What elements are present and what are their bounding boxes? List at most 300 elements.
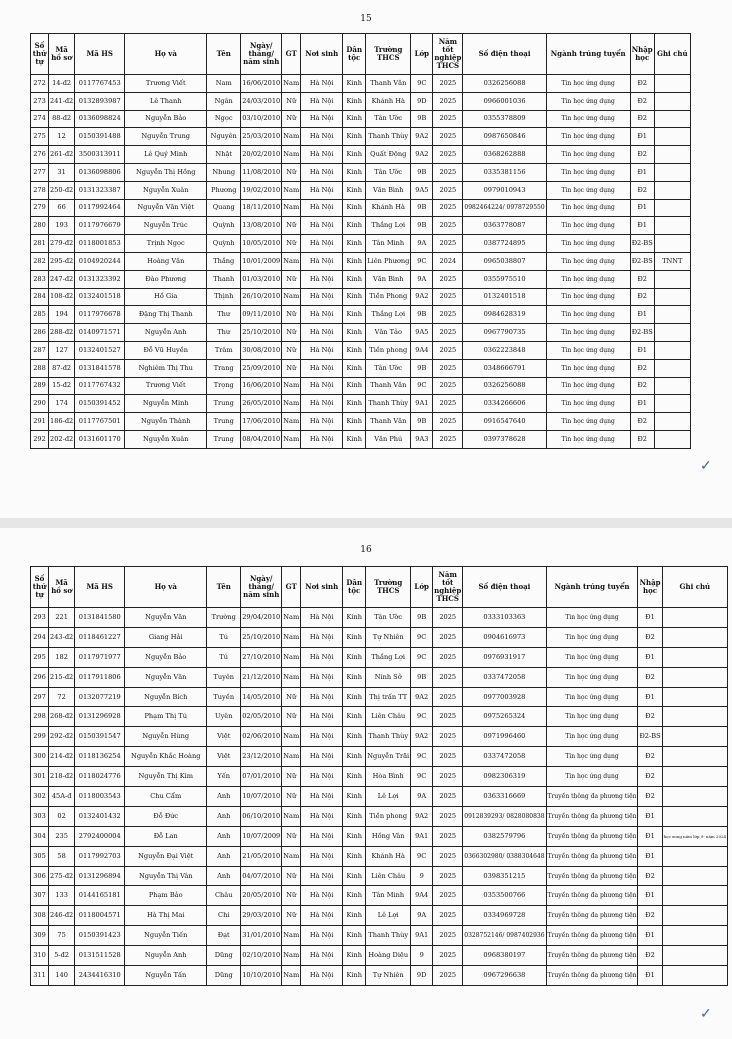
cell-student-id: 0132893987 [75,92,125,110]
cell-row-number: 307 [31,886,49,906]
cell-given-name: Thắng [207,252,241,270]
cell-row-number: 285 [31,306,49,324]
cell-given-name: Việt [207,727,241,747]
cell-ethnicity: Kinh [343,217,366,235]
cell-enrollment-round: Đ1 [638,926,662,946]
cell-graduation-year: 2025 [433,926,463,946]
admission-table [30,33,691,449]
cell-birth-date: 31/01/2010 [241,926,282,946]
cell-school: Thanh Thùy [366,727,411,747]
cell-family-name: Lê Thanh [125,92,207,110]
column-header-school: Trường THCS [366,34,411,75]
cell-birthplace: Hà Nội [301,270,343,288]
table-row [31,647,728,667]
cell-student-id: 0117767453 [75,75,125,93]
cell-graduation-year: 2025 [433,806,463,826]
table-row [31,199,691,217]
cell-note [654,270,690,288]
cell-enrollment-round: Đ2-BS [630,252,654,270]
column-header-admitted-major: Ngành trúng tuyển [546,567,638,608]
column-header-family-name: Họ và [125,567,207,608]
cell-phone: 0366302980/ 0388304648 [463,846,546,866]
table-row [31,359,691,377]
cell-enrollment-round: Đ1 [638,826,662,846]
table-row [31,906,728,926]
cell-birthplace: Hà Nội [301,946,343,966]
cell-ethnicity: Kinh [343,687,366,707]
cell-ethnicity: Kinh [343,826,366,846]
table-row [31,846,728,866]
cell-school: Liên Phương [366,252,411,270]
table-row [31,767,728,787]
cell-school: Khánh Hà [366,846,411,866]
cell-record-code: 02 [49,806,75,826]
cell-class: 9A2 [411,806,433,826]
cell-gender: Nữ [282,341,301,359]
cell-school: Văn Tảo [366,324,411,342]
cell-enrollment-round: Đ2 [630,288,654,306]
cell-birthplace: Hà Nội [301,687,343,707]
signature-mark: ✓ [700,1006,712,1022]
cell-enrollment-round: Đ1 [638,886,662,906]
cell-row-number: 302 [31,787,49,807]
cell-row-number: 304 [31,826,49,846]
cell-record-code: 14-đ2 [49,75,75,93]
cell-row-number: 292 [31,430,49,448]
cell-enrollment-round: Đ2 [638,906,662,926]
cell-class: 9C [411,846,433,866]
cell-row-number: 303 [31,806,49,826]
cell-graduation-year: 2025 [433,146,463,164]
cell-row-number: 299 [31,727,49,747]
cell-enrollment-round: Đ1 [630,128,654,146]
cell-graduation-year: 2025 [433,288,463,306]
cell-phone: 0334266606 [463,395,546,413]
cell-given-name: Thanh [207,270,241,288]
cell-note [654,92,690,110]
cell-gender: Nam [282,806,301,826]
cell-admitted-major: Tin học ứng dụng [546,199,630,217]
cell-row-number: 275 [31,128,49,146]
cell-family-name: Nguyễn Văn Việt [125,199,207,217]
cell-birth-date: 02/05/2010 [241,707,282,727]
cell-school: Liên Châu [366,707,411,727]
cell-record-code: 66 [49,199,75,217]
cell-ethnicity: Kinh [343,199,366,217]
cell-birthplace: Hà Nội [301,377,343,395]
cell-phone: 0912839293/ 0828080838 [463,806,546,826]
table-row [31,252,691,270]
cell-enrollment-round: Đ1 [630,341,654,359]
cell-student-id: 0117992703 [75,846,125,866]
table-row [31,806,728,826]
cell-school: Tân Minh [366,235,411,253]
cell-row-number: 286 [31,324,49,342]
cell-school: Văn Bình [366,270,411,288]
cell-ethnicity: Kinh [343,866,366,886]
cell-record-code: 174 [49,395,75,413]
cell-birthplace: Hà Nội [301,92,343,110]
cell-enrollment-round: Đ2 [630,430,654,448]
table-row [31,826,728,846]
cell-birth-date: 25/10/2010 [241,627,282,647]
cell-row-number: 291 [31,413,49,431]
cell-record-code: 246-đ2 [49,906,75,926]
cell-class: 9A4 [411,341,433,359]
cell-phone: 0337472058 [463,747,546,767]
cell-ethnicity: Kinh [343,341,366,359]
cell-enrollment-round: Đ1 [638,608,662,628]
cell-graduation-year: 2025 [433,747,463,767]
cell-record-code: 5-đ2 [49,946,75,966]
cell-record-code: 288-đ2 [49,324,75,342]
cell-note [654,235,690,253]
cell-class: 9C [411,252,433,270]
cell-given-name: Dũng [207,966,241,986]
cell-ethnicity: Kinh [343,627,366,647]
cell-note [654,146,690,164]
cell-family-name: Nguyễn Bảo [125,110,207,128]
cell-phone: 0335381156 [463,163,546,181]
cell-gender: Nam [282,647,301,667]
cell-admitted-major: Tin học ứng dụng [546,413,630,431]
cell-graduation-year: 2025 [433,92,463,110]
cell-gender: Nam [282,128,301,146]
cell-given-name: Phương [207,181,241,199]
table-row [31,181,691,199]
cell-record-code: 45A-đ [49,787,75,807]
cell-enrollment-round: Đ2 [630,377,654,395]
cell-student-id: 0131841578 [75,359,125,377]
cell-family-name: Nguyễn Đại Việt [125,846,207,866]
cell-class: 9A2 [411,687,433,707]
cell-school: Thanh Văn [366,75,411,93]
cell-given-name: Trâm [207,341,241,359]
cell-admitted-major: Tin học ứng dụng [546,767,638,787]
cell-family-name: Lê Quý Minh [125,146,207,164]
cell-phone: 0966001036 [463,92,546,110]
cell-note [662,647,728,667]
cell-graduation-year: 2025 [433,306,463,324]
column-header-birth-date: Ngày/ tháng/ năm sinh [241,34,282,75]
cell-phone: 0984628319 [463,306,546,324]
column-header-ethnicity: Dân tộc [343,567,366,608]
cell-class: 9A4 [411,886,433,906]
cell-class: 9A [411,787,433,807]
cell-note [662,687,728,707]
cell-class: 9B [411,359,433,377]
cell-phone: 0387724895 [463,235,546,253]
cell-ethnicity: Kinh [343,359,366,377]
cell-gender: Nam [282,946,301,966]
table-header [31,567,728,608]
cell-ethnicity: Kinh [343,252,366,270]
cell-class: 9A2 [411,146,433,164]
cell-gender: Nữ [282,163,301,181]
cell-birth-date: 29/03/2010 [241,906,282,926]
cell-given-name: Anh [207,826,241,846]
cell-phone: 0326256088 [463,377,546,395]
cell-birth-date: 10/07/2009 [241,826,282,846]
cell-school: Thanh Văn [366,413,411,431]
cell-class: 9 [411,866,433,886]
cell-phone: 0975265324 [463,707,546,727]
cell-gender: Nữ [282,767,301,787]
cell-family-name: Nguyễn Khắc Hoàng [125,747,207,767]
cell-record-code: 186-đ2 [49,413,75,431]
cell-student-id: 0117767501 [75,413,125,431]
cell-given-name: Thịnh [207,288,241,306]
cell-phone: 0976931917 [463,647,546,667]
cell-note [654,395,690,413]
cell-gender: Nam [282,727,301,747]
cell-family-name: Phạm Thị Tú [125,707,207,727]
cell-phone: 0132401518 [463,288,546,306]
cell-admitted-major: Truyền thông đa phương tiện [546,966,638,986]
column-header-gender: GT [282,34,301,75]
cell-ethnicity: Kinh [343,430,366,448]
cell-family-name: Đào Phương [125,270,207,288]
cell-family-name: Nguyễn Tấn [125,966,207,986]
cell-ethnicity: Kinh [343,181,366,199]
table-row [31,707,728,727]
cell-birth-date: 09/11/2010 [241,306,282,324]
cell-class: 9C [411,747,433,767]
cell-ethnicity: Kinh [343,886,366,906]
table-row [31,667,728,687]
cell-birthplace: Hà Nội [301,146,343,164]
cell-school: Thanh Thùy [366,395,411,413]
cell-birth-date: 01/03/2010 [241,270,282,288]
cell-enrollment-round: Đ2-BS [630,235,654,253]
cell-birthplace: Hà Nội [301,359,343,377]
cell-ethnicity: Kinh [343,926,366,946]
cell-record-code: 88-đ2 [49,110,75,128]
cell-birth-date: 16/06/2010 [241,75,282,93]
cell-graduation-year: 2025 [433,846,463,866]
cell-birthplace: Hà Nội [301,430,343,448]
column-header-student-id: Mã HS [75,567,125,608]
cell-birthplace: Hà Nội [301,707,343,727]
cell-graduation-year: 2025 [433,866,463,886]
cell-student-id: 0140971571 [75,324,125,342]
table-body [31,75,691,449]
cell-row-number: 287 [31,341,49,359]
cell-school: Khánh Hà [366,92,411,110]
cell-school: Tự Nhiên [366,627,411,647]
cell-phone: 0971996460 [463,727,546,747]
cell-admitted-major: Tin học ứng dụng [546,377,630,395]
cell-ethnicity: Kinh [343,128,366,146]
cell-student-id: 0131296928 [75,707,125,727]
cell-record-code: 15-đ2 [49,377,75,395]
cell-graduation-year: 2025 [433,324,463,342]
cell-record-code: 235 [49,826,75,846]
cell-birthplace: Hà Nội [301,667,343,687]
table-header [31,34,691,75]
table-row [31,866,728,886]
cell-class: 9A3 [411,430,433,448]
cell-gender: Nữ [282,359,301,377]
cell-birth-date: 29/04/2010 [241,608,282,628]
cell-birth-date: 14/05/2010 [241,687,282,707]
cell-graduation-year: 2025 [433,181,463,199]
cell-phone: 0328752146/ 0987402936 [463,926,546,946]
cell-birthplace: Hà Nội [301,395,343,413]
column-header-graduation-year: Năm tốt nghiệp THCS [433,34,463,75]
cell-given-name: Tuyên [207,667,241,687]
cell-class: 9A [411,270,433,288]
cell-student-id: 0131511528 [75,946,125,966]
cell-class: 9C [411,707,433,727]
cell-birthplace: Hà Nội [301,886,343,906]
cell-gender: Nam [282,926,301,946]
cell-birthplace: Hà Nội [301,324,343,342]
cell-ethnicity: Kinh [343,767,366,787]
cell-note [654,413,690,431]
cell-row-number: 297 [31,687,49,707]
cell-birthplace: Hà Nội [301,306,343,324]
cell-birth-date: 26/05/2010 [241,395,282,413]
cell-note [662,767,728,787]
cell-given-name: Thư [207,306,241,324]
cell-note [654,110,690,128]
cell-phone: 0904616973 [463,627,546,647]
cell-row-number: 293 [31,608,49,628]
cell-birthplace: Hà Nội [301,199,343,217]
cell-enrollment-round: Đ1 [630,199,654,217]
cell-student-id: 0118136254 [75,747,125,767]
column-header-enrollment-round: Nhập học [638,567,662,608]
cell-enrollment-round: Đ1 [638,687,662,707]
table-row [31,110,691,128]
cell-birthplace: Hà Nội [301,826,343,846]
cell-graduation-year: 2025 [433,826,463,846]
cell-student-id: 0117992464 [75,199,125,217]
cell-ethnicity: Kinh [343,846,366,866]
cell-birth-date: 08/04/2010 [241,430,282,448]
cell-ethnicity: Kinh [343,647,366,667]
table-row [31,324,691,342]
cell-note [654,288,690,306]
cell-family-name: Nguyễn Tiến [125,926,207,946]
cell-admitted-major: Tin học ứng dụng [546,181,630,199]
cell-admitted-major: Tin học ứng dụng [546,341,630,359]
cell-row-number: 306 [31,866,49,886]
cell-class: 9A5 [411,181,433,199]
page-separator [0,518,732,528]
cell-graduation-year: 2025 [433,341,463,359]
cell-student-id: 0131323387 [75,181,125,199]
cell-note [654,341,690,359]
cell-record-code: 182 [49,647,75,667]
cell-gender: Nữ [282,826,301,846]
column-header-note: Ghi chú [654,34,690,75]
cell-gender: Nữ [282,886,301,906]
cell-record-code: 221 [49,608,75,628]
cell-class: 9 [411,946,433,966]
cell-school: Thanh Văn [366,377,411,395]
cell-record-code: 87-đ2 [49,359,75,377]
cell-student-id: 0131323392 [75,270,125,288]
cell-school: Hòa Bình [366,767,411,787]
column-header-record-code: Mã hồ sơ [49,34,75,75]
cell-ethnicity: Kinh [343,146,366,164]
cell-record-code: 268-đ2 [49,707,75,727]
cell-enrollment-round: Đ2 [630,92,654,110]
cell-row-number: 288 [31,359,49,377]
cell-student-id: 0118461227 [75,627,125,647]
cell-class: 9B [411,163,433,181]
cell-gender: Nam [282,377,301,395]
cell-birth-date: 27/10/2010 [241,647,282,667]
cell-student-id: 0117911806 [75,667,125,687]
cell-birthplace: Hà Nội [301,647,343,667]
cell-admitted-major: Truyền thông đa phương tiện [546,787,638,807]
cell-row-number: 311 [31,966,49,986]
cell-student-id: 0136098806 [75,163,125,181]
cell-row-number: 280 [31,217,49,235]
cell-birth-date: 06/10/2010 [241,806,282,826]
cell-enrollment-round: Đ2 [638,866,662,886]
column-header-class: Lớp [411,567,433,608]
cell-enrollment-round: Đ2 [638,787,662,807]
cell-birthplace: Hà Nội [301,235,343,253]
cell-enrollment-round: Đ2 [630,181,654,199]
cell-family-name: Hồ Gia [125,288,207,306]
cell-student-id: 0118003543 [75,787,125,807]
column-header-school: Trường THCS [366,567,411,608]
cell-school: Tân Ước [366,608,411,628]
cell-record-code: 133 [49,886,75,906]
cell-school: Tiền phong [366,341,411,359]
cell-family-name: Trịnh Ngọc [125,235,207,253]
cell-graduation-year: 2025 [433,707,463,727]
table-row [31,946,728,966]
column-header-gender: GT [282,567,301,608]
cell-admitted-major: Tin học ứng dụng [546,306,630,324]
cell-birth-date: 13/08/2010 [241,217,282,235]
cell-gender: Nam [282,608,301,628]
table-row [31,747,728,767]
cell-student-id: 0150391452 [75,395,125,413]
cell-birth-date: 10/01/2009 [241,252,282,270]
cell-note [662,667,728,687]
cell-family-name: Nguyễn Bảo [125,647,207,667]
cell-admitted-major: Tin học ứng dụng [546,217,630,235]
cell-enrollment-round: Đ1 [630,395,654,413]
cell-enrollment-round: Đ1 [630,163,654,181]
cell-birthplace: Hà Nội [301,217,343,235]
cell-gender: Nam [282,667,301,687]
column-header-birthplace: Nơi sinh [301,567,343,608]
cell-given-name: Tú [207,647,241,667]
cell-class: 9C [411,75,433,93]
cell-admitted-major: Tin học ứng dụng [546,235,630,253]
cell-note [654,217,690,235]
cell-ethnicity: Kinh [343,110,366,128]
cell-ethnicity: Kinh [343,235,366,253]
cell-enrollment-round: Đ2 [638,627,662,647]
table-row [31,341,691,359]
cell-graduation-year: 2025 [433,946,463,966]
cell-birthplace: Hà Nội [301,110,343,128]
cell-student-id: 0144165181 [75,886,125,906]
cell-admitted-major: Tin học ứng dụng [546,75,630,93]
cell-given-name: Uyên [207,707,241,727]
table-row [31,687,728,707]
cell-ethnicity: Kinh [343,906,366,926]
